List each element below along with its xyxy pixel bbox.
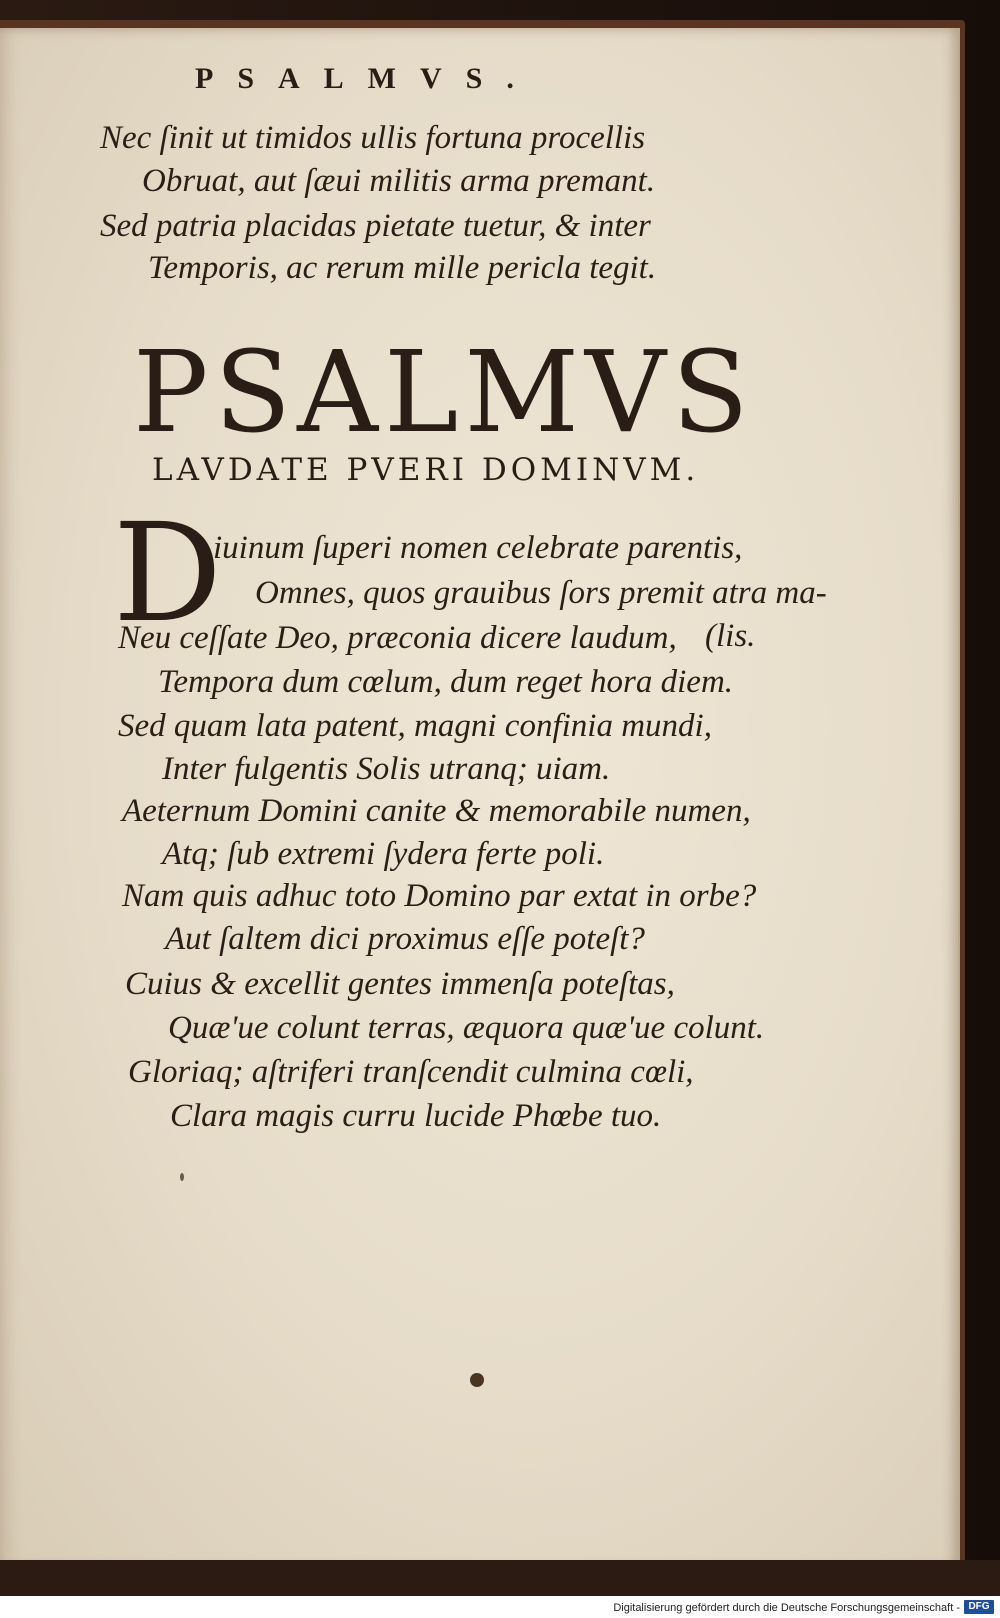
psalm-subtitle: LAVDATE PVERI DOMINVM.: [152, 452, 700, 488]
book-page: [0, 28, 960, 1568]
running-head: PSALMVS.: [195, 62, 538, 95]
psalm-verse-7: Aeternum Domini canite & memorabile numen,: [122, 793, 751, 829]
psalm-verse-8: Atq; ſub extremi ſydera ferte poli.: [162, 836, 605, 872]
drop-cap: D: [113, 495, 223, 653]
psalm-verse-1: iuinum ſuperi nomen celebrate parentis,: [213, 530, 743, 566]
footer-bar: [0, 1596, 1000, 1618]
top-verse-3: Sed patria placidas pietate tuetur, & inter: [100, 208, 651, 244]
psalm-verse-14: Clara magis curru lucide Phœbe tuo.: [170, 1098, 662, 1134]
footer-credit: Digitalisierung gefördert durch die Deutsche Forschungsgemeinschaft -: [613, 1602, 960, 1614]
psalm-verse-10: Aut ſaltem dici proximus eſſe poteſt?: [165, 921, 645, 957]
psalm-verse-2: Omnes, quos grauibus ſors premit atra ma-: [255, 575, 827, 611]
psalm-verse-9: Nam quis adhuc toto Domino par extat in orbe?: [122, 878, 757, 914]
psalm-verse-5: Sed quam lata patent, magni confinia mundi,: [118, 708, 712, 744]
dfg-logo: DFG: [964, 1600, 994, 1614]
ink-mark: [180, 1173, 184, 1181]
psalm-title: PSALMVS: [133, 328, 755, 458]
top-verse-2: Obruat, aut ſæui militis arma premant.: [142, 163, 656, 199]
psalm-verse-11: Cuius & excellit gentes immenſa poteſtas,: [125, 966, 675, 1002]
psalm-verse-6: Inter fulgentis Solis utranq; uiam.: [162, 751, 611, 787]
psalm-verse-12: Quæ'ue colunt terras, æquora quæ'ue colunt.: [168, 1010, 765, 1046]
psalm-verse-3: Neu ceſſate Deo, præconia dicere laudum,: [118, 620, 677, 656]
top-verse-4: Temporis, ac rerum mille pericla tegit.: [148, 250, 657, 286]
top-verse-1: Nec ſinit ut timidos ullis fortuna procellis: [100, 120, 646, 156]
ink-speck: [470, 1373, 484, 1387]
psalm-verse-4: Tempora dum cœlum, dum reget hora diem.: [158, 664, 734, 700]
psalm-verse-3-continuation: (lis.: [705, 618, 756, 654]
psalm-verse-13: Gloriaq; aſtriferi tranſcendit culmina cœli,: [128, 1054, 694, 1090]
